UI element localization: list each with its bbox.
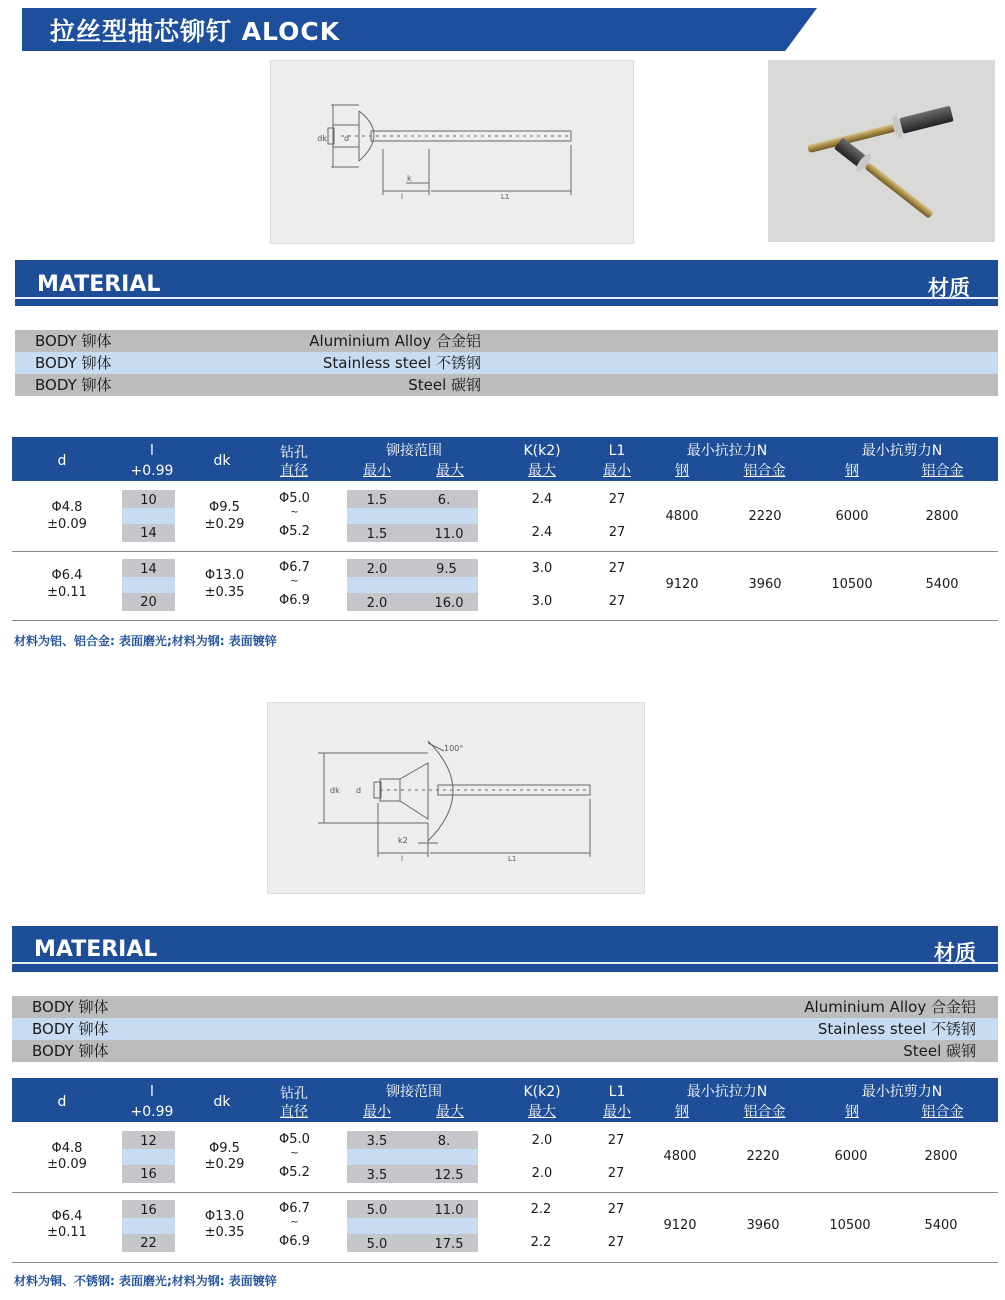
cell-d-tol: ±0.11 xyxy=(47,585,87,600)
cell-l1: 27 xyxy=(607,1166,625,1181)
cell-l: 10 xyxy=(140,493,157,508)
cell-grip-min: 1.5 xyxy=(366,493,388,508)
col-shear-steel: 钢 xyxy=(845,1104,859,1120)
cell-l: 16 xyxy=(140,1203,157,1218)
body-row xyxy=(12,1040,998,1062)
cell-dk-tol: ±0.35 xyxy=(204,1225,245,1240)
col-d: d xyxy=(57,1094,67,1110)
col-tensile: 最小抗拉力N xyxy=(686,1084,768,1100)
dim-l1: L1 xyxy=(508,855,517,863)
material-label: MATERIAL xyxy=(34,937,158,962)
cell-dk: Φ13.0 xyxy=(204,1209,245,1224)
cell-dk-tol: ±0.35 xyxy=(204,585,245,600)
cell-tensile-al: 3960 xyxy=(748,577,782,592)
rivet-drawing-dome xyxy=(270,60,634,244)
col-grip: 铆接范围 xyxy=(386,443,442,459)
cell-k: 2.4 xyxy=(531,525,553,540)
cell-grip-max: 8. xyxy=(437,1134,451,1149)
body-row xyxy=(12,1018,998,1040)
body-label: BODY 铆体 xyxy=(32,1042,109,1060)
col-l1-min: 最小 xyxy=(603,463,631,479)
material-label: MATERIAL xyxy=(37,272,161,297)
cell-grip-max: 6. xyxy=(437,493,451,508)
cell-drill: Φ5.2 xyxy=(279,1165,310,1180)
cell-tensile-al: 3960 xyxy=(746,1218,780,1233)
col-shear-al: 铝合金 xyxy=(921,1104,964,1120)
cell-d: Φ6.4 xyxy=(51,568,83,583)
body-material: Steel 碳钢 xyxy=(903,1042,976,1060)
col-shear: 最小抗剪力N xyxy=(861,443,943,459)
cell-dk-tol: ±0.29 xyxy=(204,1157,245,1172)
dim-k2: k2 xyxy=(398,836,408,845)
dim-d: d xyxy=(356,786,362,795)
cell-tensile-al: 2220 xyxy=(748,509,782,524)
cell-grip-min: 3.5 xyxy=(366,1134,388,1149)
cell-l1: 27 xyxy=(608,594,626,609)
col-l1-min: 最小 xyxy=(603,1104,631,1120)
cell-d: Φ4.8 xyxy=(51,500,83,515)
col-l-tol: +0.99 xyxy=(130,1104,174,1120)
cell-grip-min: 3.5 xyxy=(366,1168,388,1183)
col-shear: 最小抗剪力N xyxy=(861,1084,943,1100)
cell-tensile-steel: 9120 xyxy=(663,1218,697,1233)
body-label: BODY 铆体 xyxy=(35,332,112,350)
col-dk: dk xyxy=(213,1094,231,1110)
body-row xyxy=(12,996,998,1018)
cell-k: 3.0 xyxy=(531,594,553,609)
col-tensile-steel: 钢 xyxy=(675,463,689,479)
dim-dk: dk xyxy=(317,134,327,143)
col-drill-dia: 直径 xyxy=(280,463,308,479)
countersunk-rivet-diagram xyxy=(268,703,644,893)
col-grip-max: 最大 xyxy=(436,463,464,479)
cell-d: Φ4.8 xyxy=(51,1141,83,1156)
cell-l: 16 xyxy=(140,1167,157,1182)
material-band-1 xyxy=(15,260,998,306)
body-material: Steel 碳钢 xyxy=(408,376,481,394)
surface-note: 材料为铜、不锈钢: 表面磨光;材料为钢: 表面镀锌 xyxy=(14,1274,277,1288)
col-tensile-al: 铝合金 xyxy=(743,463,786,479)
col-tensile: 最小抗拉力N xyxy=(686,443,768,459)
col-shear-al: 铝合金 xyxy=(921,463,964,479)
dim-l1: L1 xyxy=(501,193,510,201)
cell-dk: Φ13.0 xyxy=(204,568,245,583)
cell-grip-max: 12.5 xyxy=(434,1168,464,1183)
cell-d-tol: ±0.11 xyxy=(47,1225,87,1240)
col-grip-min: 最小 xyxy=(363,463,391,479)
cell-l: 14 xyxy=(140,526,157,541)
cell-drill: Φ6.9 xyxy=(279,593,310,608)
dim-l: l xyxy=(401,193,403,201)
dim-d: d xyxy=(344,134,350,143)
cell-k: 2.4 xyxy=(531,492,553,507)
body-row xyxy=(15,352,998,374)
cell-shear-al: 5400 xyxy=(925,577,959,592)
cell-d: Φ6.4 xyxy=(51,1209,83,1224)
cell-drill-sep: ~ xyxy=(290,576,299,587)
cell-k: 2.0 xyxy=(531,1166,553,1181)
cell-grip-max: 9.5 xyxy=(436,562,457,577)
col-tensile-al: 铝合金 xyxy=(743,1104,786,1120)
cell-k: 3.0 xyxy=(531,561,553,576)
table-row-group xyxy=(12,1125,998,1191)
cell-l1: 27 xyxy=(607,1235,625,1250)
rivet-photo xyxy=(768,60,995,242)
cell-tensile-al: 2220 xyxy=(746,1149,780,1164)
rivet-drawing-countersunk xyxy=(267,702,645,894)
cell-drill: Φ5.2 xyxy=(279,524,310,539)
cell-grip-min: 5.0 xyxy=(366,1237,388,1252)
cell-drill: Φ6.9 xyxy=(279,1234,310,1249)
col-grip: 铆接范围 xyxy=(386,1084,442,1100)
rivet-photo-illustration xyxy=(768,60,995,242)
cell-l: 20 xyxy=(140,595,157,610)
cell-l1: 27 xyxy=(607,1202,625,1217)
cell-shear-al: 2800 xyxy=(925,509,959,524)
material-label-cn: 材质 xyxy=(934,941,976,965)
cell-k: 2.0 xyxy=(531,1133,553,1148)
body-label: BODY 铆体 xyxy=(35,354,112,372)
body-material: Stainless steel 不锈钢 xyxy=(322,354,481,372)
col-drill-dia: 直径 xyxy=(280,1104,308,1120)
body-label: BODY 铆体 xyxy=(32,1020,109,1038)
cell-dk: Φ9.5 xyxy=(209,500,240,515)
table-row-group xyxy=(12,1194,998,1260)
col-l1: L1 xyxy=(608,443,626,459)
body-label: BODY 铆体 xyxy=(32,998,109,1016)
col-tensile-steel: 钢 xyxy=(675,1104,689,1120)
dim-k: k xyxy=(407,174,412,183)
cell-grip-max: 11.0 xyxy=(434,527,464,542)
cell-tensile-steel: 4800 xyxy=(663,1149,697,1164)
cell-shear-steel: 6000 xyxy=(834,1149,868,1164)
cell-l1: 27 xyxy=(608,561,626,576)
body-materials-2 xyxy=(12,996,998,1062)
cell-dk-tol: ±0.29 xyxy=(204,517,245,532)
cell-drill: Φ5.0 xyxy=(279,491,310,506)
col-dk: dk xyxy=(213,453,231,469)
col-d: d xyxy=(57,453,67,469)
cell-grip-min: 2.0 xyxy=(366,562,388,577)
cell-k: 2.2 xyxy=(530,1202,552,1217)
dome-rivet-diagram xyxy=(271,61,633,243)
dim-l: l xyxy=(401,855,403,863)
cell-drill: Φ5.0 xyxy=(279,1132,310,1147)
body-material: Aluminium Alloy 合金铝 xyxy=(804,998,976,1016)
cell-grip-min: 5.0 xyxy=(366,1203,388,1218)
cell-grip-max: 16.0 xyxy=(434,596,464,611)
body-row xyxy=(15,330,998,352)
cell-shear-al: 2800 xyxy=(924,1149,958,1164)
body-material: Stainless steel 不锈钢 xyxy=(817,1020,976,1038)
col-k: K(k2) xyxy=(523,1084,561,1100)
cell-dk: Φ9.5 xyxy=(209,1141,240,1156)
cell-grip-min: 1.5 xyxy=(366,527,388,542)
dim-angle: 100° xyxy=(444,744,464,753)
col-grip-min: 最小 xyxy=(363,1104,391,1120)
cell-k: 2.2 xyxy=(530,1235,552,1250)
col-l: l xyxy=(150,443,154,459)
cell-drill-sep: ~ xyxy=(290,1148,299,1159)
material-label-cn: 材质 xyxy=(928,276,970,300)
surface-note: 材料为铝、铝合金: 表面磨光;材料为钢: 表面镀锌 xyxy=(14,634,277,648)
cell-shear-steel: 10500 xyxy=(829,1218,871,1233)
cell-drill: Φ6.7 xyxy=(279,560,310,575)
body-material: Aluminium Alloy 合金铝 xyxy=(309,332,481,350)
body-label: BODY 铆体 xyxy=(35,376,112,394)
table-row-group xyxy=(12,484,998,550)
material-band-2 xyxy=(12,926,998,972)
cell-grip-min: 2.0 xyxy=(366,596,388,611)
table-row-group xyxy=(12,553,998,619)
cell-l1: 27 xyxy=(608,525,626,540)
cell-tensile-steel: 9120 xyxy=(665,577,699,592)
dim-dk: dk xyxy=(330,786,340,795)
cell-d-tol: ±0.09 xyxy=(47,517,87,532)
col-k-max: 最大 xyxy=(528,1104,556,1120)
cell-shear-al: 5400 xyxy=(924,1218,958,1233)
cell-shear-steel: 10500 xyxy=(831,577,873,592)
body-row xyxy=(15,374,998,396)
cell-grip-max: 11.0 xyxy=(434,1203,464,1218)
spec-table-header-1 xyxy=(12,437,998,481)
body-materials-1 xyxy=(15,330,998,396)
col-drill: 钻孔 xyxy=(280,445,308,461)
col-drill: 钻孔 xyxy=(280,1086,308,1102)
cell-l1: 27 xyxy=(608,492,626,507)
cell-drill: Φ6.7 xyxy=(279,1201,310,1216)
col-l-tol: +0.99 xyxy=(130,463,174,479)
cell-d-tol: ±0.09 xyxy=(47,1157,87,1172)
col-shear-steel: 钢 xyxy=(845,463,859,479)
page-title: 拉丝型抽芯铆钉 ALOCK xyxy=(50,17,341,46)
cell-drill-sep: ~ xyxy=(290,1217,299,1228)
cell-grip-max: 17.5 xyxy=(434,1237,464,1252)
col-grip-max: 最大 xyxy=(436,1104,464,1120)
col-k: K(k2) xyxy=(523,443,561,459)
col-k-max: 最大 xyxy=(528,463,556,479)
col-l1: L1 xyxy=(608,1084,626,1100)
cell-shear-steel: 6000 xyxy=(835,509,869,524)
cell-l: 22 xyxy=(140,1236,157,1251)
cell-l: 14 xyxy=(140,562,157,577)
spec-table-header-2 xyxy=(12,1078,998,1122)
cell-l1: 27 xyxy=(607,1133,625,1148)
col-l: l xyxy=(150,1084,154,1100)
cell-tensile-steel: 4800 xyxy=(665,509,699,524)
cell-l: 12 xyxy=(140,1134,157,1149)
cell-drill-sep: ~ xyxy=(290,507,299,518)
